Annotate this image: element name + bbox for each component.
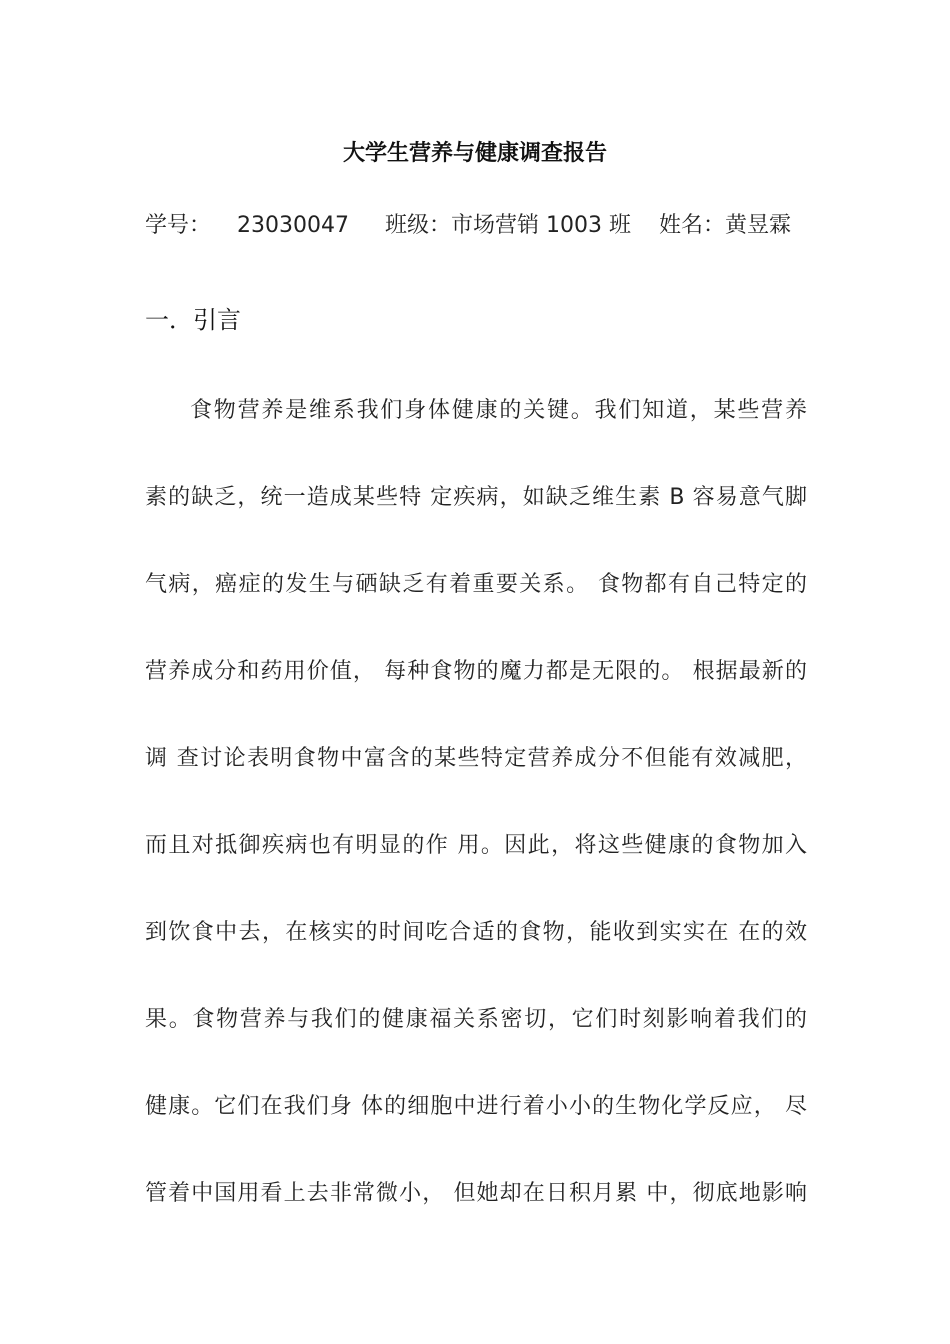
section-heading-introduction: 一．引言 [145,306,241,334]
class-info: 班级：市场营销 1003 班 [385,213,631,238]
paragraph-line: 气病，癌症的发生与硒缺乏有着重要关系。 食物都有自己特定的 [145,572,807,597]
paragraph-line: 到饮食中去，在核实的时间吃合适的食物，能收到实实在 在的效 [145,920,807,945]
student-name: 姓名：黄昱霖 [658,213,791,238]
paragraph-line: 健康。它们在我们身 体的细胞中进行着小小的生物化学反应， 尽 [145,1094,807,1119]
student-info-line [145,208,791,239]
student-id-value: 23030047 [237,213,349,238]
student-id-label: 学号： [145,213,212,238]
paragraph-line: 果。食物营养与我们的健康福关系密切，它们时刻影响着我们的 [145,1007,807,1032]
paragraph-line: 而且对抵御疾病也有明显的作 用。因此，将这些健康的食物加入 [145,833,807,858]
paragraph-line: 管着中国用看上去非常微小， 但她却在日积月累 中，彻底地影响 [145,1181,807,1206]
paragraph-line: 调 查讨论表明食物中富含的某些特定营养成分不但能有效减肥， [145,746,807,771]
paragraph-line: 素的缺乏，统一造成某些特 定疾病，如缺乏维生素 B 容易意气脚 [145,485,807,510]
paragraph-line: 营养成分和药用价值， 每种食物的魔力都是无限的。 根据最新的 [145,659,807,684]
paragraph-line: 食物营养是维系我们身体健康的关键。我们知道，某些营养 [190,398,807,423]
document-title: 大学生营养与健康调查报告 [342,141,607,166]
